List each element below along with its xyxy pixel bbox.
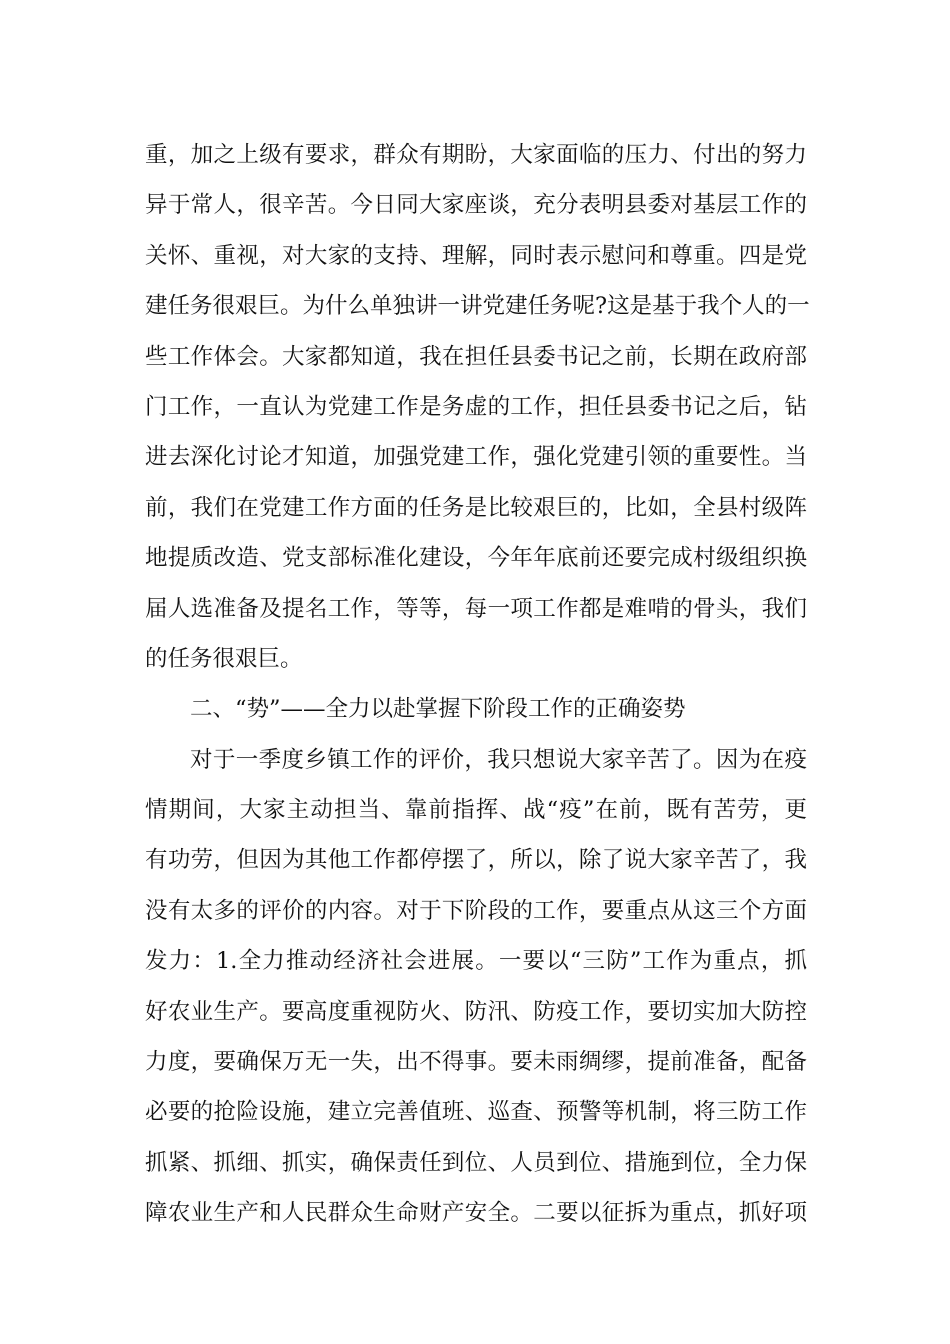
text-line: 些工作体会。大家都知道，我在担任县委书记之前，长期在政府部 — [145, 343, 807, 370]
text-line: 没有太多的评价的内容。对于下阶段的工作，要重点从这三个方面 — [145, 897, 807, 924]
text-line: 好农业生产。要高度重视防火、防汛、防疫工作，要切实加大防控 — [145, 998, 807, 1025]
text-line: 门工作，一直认为党建工作是务虚的工作，担任县委书记之后，钻 — [145, 393, 807, 420]
paragraph-first-line: 对于一季度乡镇工作的评价，我只想说大家辛苦了。因为在疫 — [190, 746, 807, 773]
text-line: 情期间，大家主动担当、靠前指挥、战“疫”在前，既有苦劳，更 — [145, 797, 807, 824]
text-line: 进去深化讨论才知道，加强党建工作，强化党建引领的重要性。当 — [145, 444, 807, 471]
text-line: 重，加之上级有要求，群众有期盼，大家面临的压力、付出的努力 — [145, 142, 807, 168]
text-line: 有功劳，但因为其他工作都停摆了，所以，除了说大家辛苦了，我 — [145, 847, 807, 874]
text-line: 力度，要确保万无一失，出不得事。要未雨绸缪，提前准备，配备 — [145, 1049, 807, 1076]
text-line: 的任务很艰巨。 — [145, 645, 303, 672]
section-heading: 二、“势”——全力以赴掌握下阶段工作的正确姿势 — [190, 696, 686, 723]
text-line: 地提质改造、党支部标准化建设，今年年底前还要完成村级组织换 — [145, 545, 807, 572]
text-line: 异于常人，很辛苦。今日同大家座谈，充分表明县委对基层工作的 — [145, 192, 807, 219]
text-line: 必要的抢险设施，建立完善值班、巡查、预警等机制，将三防工作 — [145, 1099, 807, 1126]
text-line: 障农业生产和人民群众生命财产安全。二要以征拆为重点，抓好项 — [145, 1200, 807, 1227]
text-line: 发力：1.全力推动经济社会进展。一要以“三防”工作为重点，抓 — [145, 948, 807, 975]
body-text — [145, 130, 810, 1239]
text-line: 抓紧、抓细、抓实，确保责任到位、人员到位、措施到位，全力保 — [145, 1149, 807, 1176]
text-line: 前，我们在党建工作方面的任务是比较艰巨的，比如，全县村级阵 — [145, 494, 807, 521]
text-line: 届人选准备及提名工作，等等，每一项工作都是难啃的骨头，我们 — [145, 595, 807, 622]
text-line: 建任务很艰巨。为什么单独讲一讲党建任务呢?这是基于我个人的一 — [145, 293, 810, 320]
text-line: 关怀、重视，对大家的支持、理解，同时表示慰问和尊重。四是党 — [145, 242, 807, 269]
